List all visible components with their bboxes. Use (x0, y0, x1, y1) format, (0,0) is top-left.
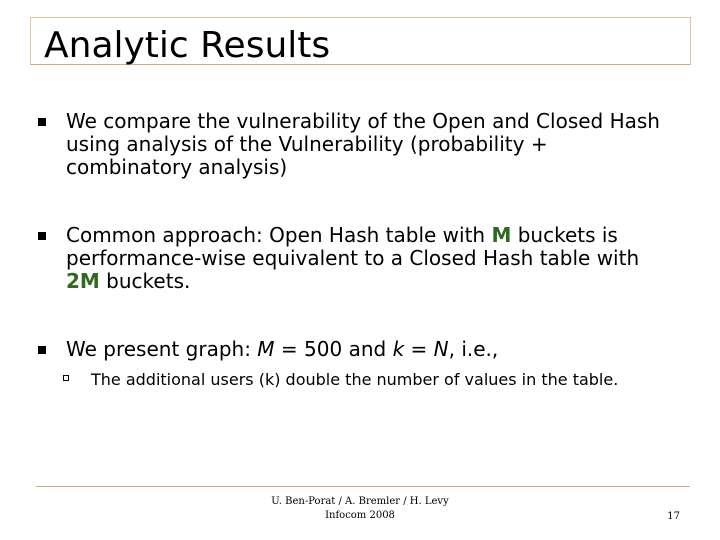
title-frame-top-line (30, 17, 690, 18)
var-m: M (257, 337, 275, 361)
bullet-text: We compare the vulnerability of the Open and Closed Hash using analysis of the Vulnerability (probability + combinatory analysis) (66, 109, 660, 179)
highlight-m: M (491, 223, 512, 247)
sub-bullet-additional-users: The additional users (k) double the number of values in the table. (91, 370, 619, 389)
bullet-text-eq1: = 500 and (274, 337, 393, 361)
footer-authors: U. Ben-Porat / A. Bremler / H. Levy (271, 496, 449, 507)
bullet-square-icon (38, 118, 46, 126)
highlight-2m: 2M (66, 269, 100, 293)
bullet-common-approach (66, 224, 676, 293)
var-n: N (433, 337, 449, 361)
bullet-square-icon (38, 346, 46, 354)
var-k: k (392, 337, 405, 361)
slide-title: Analytic Results (44, 25, 331, 66)
bullet-text-end: buckets. (99, 269, 191, 293)
footer-venue: Infocom 2008 (325, 510, 395, 521)
sub-bullet-square-icon (63, 375, 69, 381)
footer-line (36, 486, 690, 487)
title-frame-right-line (690, 17, 691, 65)
footer-credits (220, 495, 500, 523)
bullet-text-middle: buckets is performance-wise equivalent to a Closed Hash table with (66, 223, 640, 270)
bullet-square-icon (38, 232, 46, 240)
bullet-text-eq2: = (404, 337, 434, 361)
bullet-text-start: We present graph: (66, 337, 258, 361)
bullet-text-end: , i.e., (448, 337, 499, 361)
title-frame-left-line (30, 17, 31, 65)
bullet-compare-vulnerability (66, 110, 676, 179)
page-number: 17 (667, 511, 680, 522)
bullet-text-start: Common approach: Open Hash table with (66, 223, 492, 247)
bullet-present-graph (66, 338, 676, 361)
